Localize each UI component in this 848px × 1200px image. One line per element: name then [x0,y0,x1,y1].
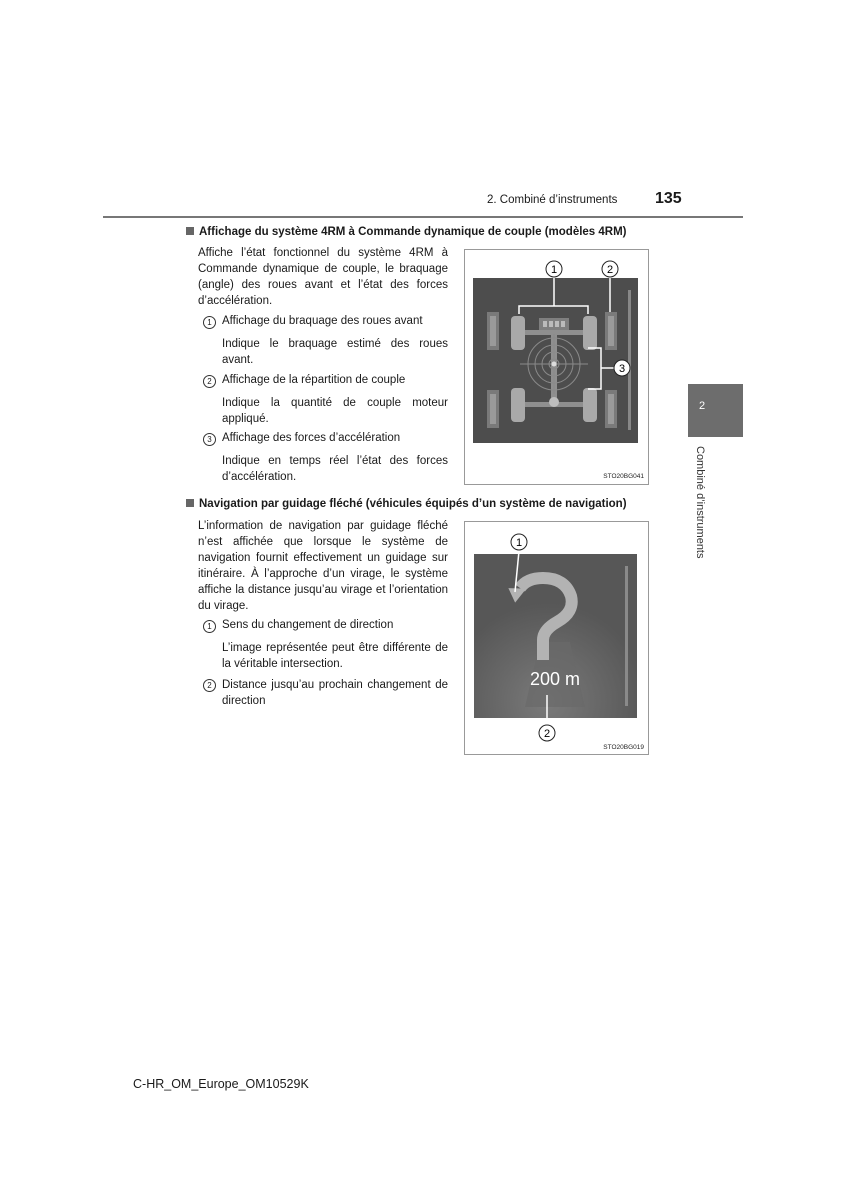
figure-code: STO20BG019 [603,744,644,751]
list-item-desc: Indique le braquage estimé des roues avant. [222,338,448,366]
page-number: 135 [655,190,682,207]
svg-text:2: 2 [543,728,551,740]
list-item-desc: L’image représentée peut être différente de la véritable intersection. [222,642,448,670]
list-item-desc: Indique en temps réel l’état des forces d’accélération. [222,455,448,483]
list-item-nav-1 [203,619,393,633]
figure-navigation-display [464,521,649,755]
section-heading-navigation [186,498,656,510]
list-item-label: Affichage du braquage des roues avant [222,315,423,327]
list-item-label: Affichage de la répartition de couple [222,374,406,386]
footer-document-code: C-HR_OM_Europe_OM10529K [133,1077,309,1091]
callout-3-icon [614,360,630,376]
header-rule [103,216,743,218]
svg-text:3: 3 [618,363,626,375]
chapter-tab-number: 2 [699,400,706,412]
navigation-display-illustration [465,522,648,754]
callout-number-icon: 1 [203,620,216,633]
distance-readout: 200 m [529,669,581,689]
square-bullet-icon [186,227,194,235]
square-bullet-icon [186,499,194,507]
figure-code: STO20BG041 [603,473,644,480]
callout-number-icon: 1 [203,316,216,329]
svg-text:1: 1 [550,264,558,276]
chapter-tab [688,384,743,437]
section-heading-navigation-text: Navigation par guidage fléché (véhicules équipés d’un système de navigation) [199,498,627,510]
section-heading-4wd-text: Affichage du système 4RM à Commande dynamique de couple (modèles 4RM) [199,226,627,238]
4wd-display-illustration [465,250,648,484]
callout-1-icon [511,534,527,550]
svg-text:2: 2 [606,264,614,276]
callout-2-icon [602,261,618,277]
list-item-4wd-3 [203,432,400,446]
list-item-4wd-2 [203,374,405,388]
list-item-4wd-1 [203,315,423,329]
callout-1-icon [546,261,562,277]
figure-4wd-display [464,249,649,485]
callout-number-icon: 3 [203,433,216,446]
svg-text:1: 1 [515,537,523,549]
list-item-label: Distance jusqu’au prochain changement de direction [222,679,448,707]
section-4wd-intro: Affiche l’état fonctionnel du système 4RM à Commande dynamique de couple, le braquage (angle) des roues avant et l’état des forces d’accélération. [198,247,448,307]
running-header-section: 2. Combiné d’instruments [487,194,618,206]
section-navigation-intro: L’information de navigation par guidage fléché n’est affichée que lorsque le système de navigation fournit effectivement un guidage sur itinéraire. À l’approche d’un virage, le système affiche la distance jusqu’au virage et l’orientation du virage. [198,520,448,612]
callout-number-icon: 2 [203,375,216,388]
chapter-tab-label: Combiné d’instruments [694,446,706,559]
section-heading-4wd [186,226,656,238]
list-item-desc: Indique la quantité de couple moteur appliqué. [222,397,448,425]
callout-number-icon: 2 [203,679,216,692]
callout-2-icon [539,725,555,741]
list-item-label: Sens du changement de direction [222,619,394,631]
list-item-nav-2 [203,677,448,709]
list-item-label: Affichage des forces d’accélération [222,432,401,444]
